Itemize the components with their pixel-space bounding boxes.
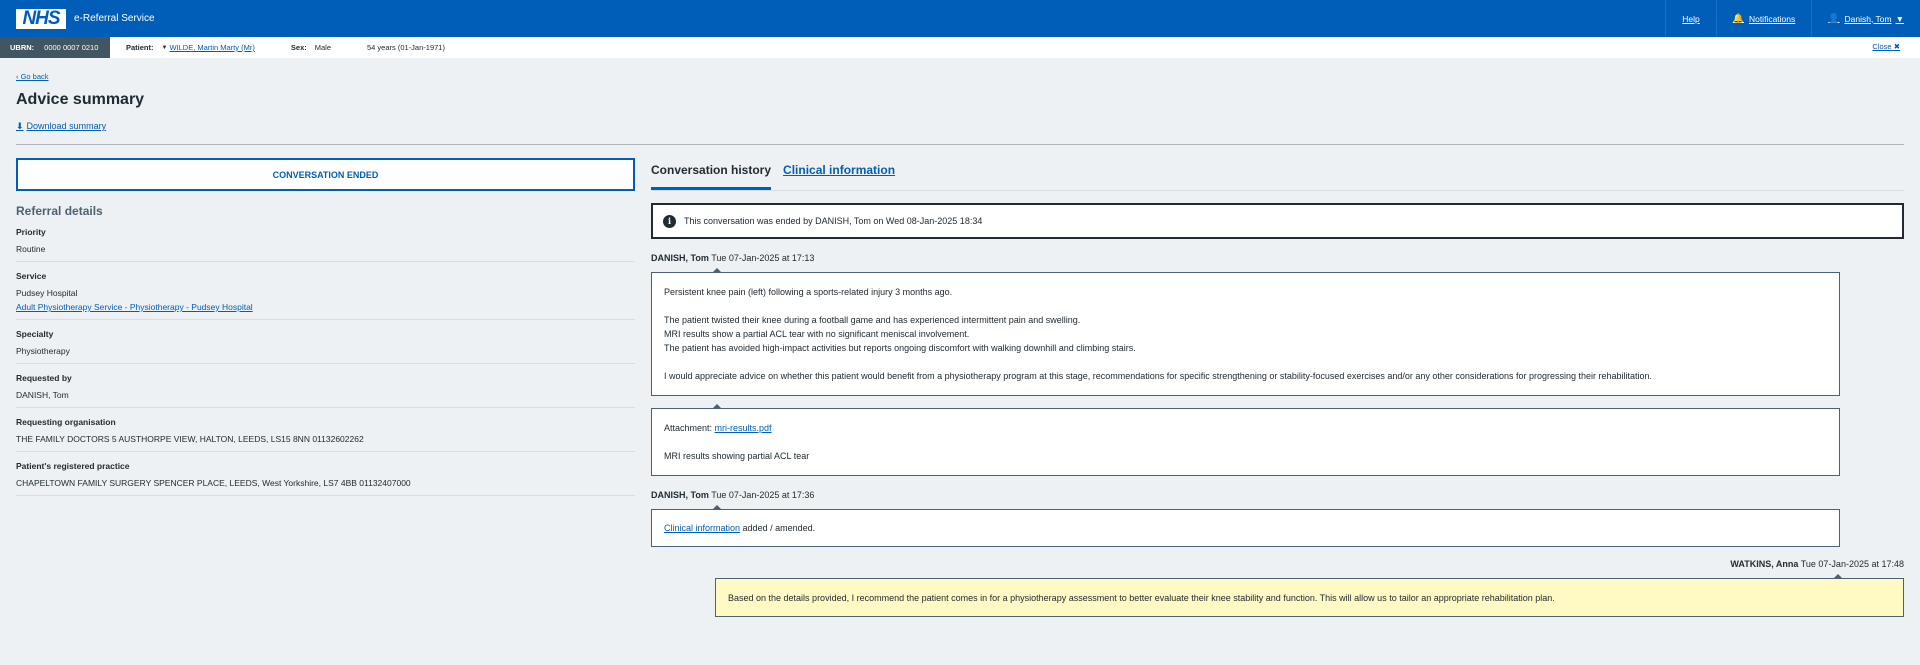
- requesting-org-row: [16, 408, 635, 452]
- service-link[interactable]: Adult Physiotherapy Service - Physiotherapy - Pudsey Hospital: [16, 302, 253, 312]
- service-org: Pudsey Hospital: [16, 288, 78, 298]
- conversation-status: CONVERSATION ENDED: [16, 158, 635, 191]
- message-text: Persistent knee pain (left) following a sports-related injury 3 months ago.: [664, 287, 953, 297]
- top-header: [0, 0, 1920, 37]
- practice-value: CHAPELTOWN FAMILY SURGERY SPENCER PLACE, LEEDS, West Yorkshire, LS7 4BB 01132407000: [16, 478, 411, 488]
- close-label: Close: [1872, 42, 1892, 51]
- reply-meta: [651, 559, 1904, 569]
- caret-down-icon: ▼: [1895, 13, 1904, 24]
- message-bubble: [651, 272, 1840, 396]
- top-nav: [1665, 0, 1920, 37]
- attachment-label: Attachment:: [664, 423, 713, 433]
- attachment-link[interactable]: mri-results.pdf: [714, 423, 772, 433]
- close-icon: ✖: [1893, 42, 1900, 51]
- specialty-value: Physiotherapy: [16, 346, 70, 356]
- user-icon: 👤: [1828, 13, 1840, 23]
- patient-label: Patient:: [126, 43, 154, 52]
- go-back-link[interactable]: [16, 72, 1904, 81]
- caret-icon: ▼: [161, 44, 168, 51]
- download-summary-link[interactable]: [16, 121, 1904, 132]
- requested-by-row: [16, 364, 635, 408]
- ubrn: [0, 37, 110, 58]
- close-link[interactable]: [1872, 42, 1900, 51]
- requesting-org-value: THE FAMILY DOCTORS 5 AUSTHORPE VIEW, HALTON, LEEDS, LS15 8NN 01132602262: [16, 434, 364, 444]
- priority-label: Priority: [16, 227, 46, 237]
- practice-label: Patient's registered practice: [16, 461, 130, 471]
- reply-author: WATKINS, Anna: [1730, 559, 1799, 569]
- patient-name-link[interactable]: WILDE, Martin Marty (Mr): [169, 43, 255, 52]
- specialty-row: [16, 320, 635, 364]
- message-text: I would appreciate advice on whether this patient would benefit from a physiotherapy program at this stage, recommendations for specific strengthening or stability-focused exercises and/or any other considerations for progressing their rehabilitation.: [664, 371, 1653, 381]
- attachment-description: MRI results showing partial ACL tear: [664, 451, 810, 461]
- message-author: DANISH, Tom: [651, 253, 709, 263]
- patient-banner: [0, 37, 1920, 58]
- message-bubble: [651, 509, 1840, 547]
- reply-time: Tue 07-Jan-2025 at 17:48: [1800, 559, 1904, 569]
- tab-conversation-history[interactable]: Conversation history: [651, 158, 771, 190]
- user-name: Danish, Tom: [1844, 13, 1892, 24]
- reply-bubble: [715, 578, 1904, 617]
- notifications-link[interactable]: [1716, 0, 1812, 37]
- tab-clinical-information[interactable]: Clinical information: [783, 163, 896, 177]
- clinical-information-link[interactable]: Clinical information: [664, 523, 741, 533]
- priority-row: [16, 218, 635, 262]
- chevron-left-icon: ‹: [16, 72, 21, 81]
- service-row: [16, 262, 635, 320]
- attachment-bubble: [651, 408, 1840, 476]
- requesting-org-label: Requesting organisation: [16, 417, 116, 427]
- tab-bar: [651, 158, 1904, 191]
- practice-row: [16, 452, 635, 496]
- go-back-label: Go back: [20, 72, 49, 81]
- help-link[interactable]: [1665, 0, 1715, 37]
- notifications-label: Notifications: [1748, 13, 1796, 24]
- requested-by-label: Requested by: [16, 373, 72, 383]
- message-meta: [651, 490, 1904, 500]
- download-label: Download summary: [26, 121, 107, 131]
- referral-heading: Referral details: [16, 204, 103, 218]
- message-text: MRI results show a partial ACL tear with no significant meniscal involvement.: [664, 329, 970, 339]
- download-icon: ⬇: [16, 121, 24, 131]
- message-author: DANISH, Tom: [651, 490, 709, 500]
- message-text: added / amended.: [742, 523, 816, 533]
- reply-text: Based on the details provided, I recommend the patient comes in for a physiotherapy assessment to better evaluate their knee stability and function. This will allow us to tailor an appropriate rehabilitation plan.: [728, 593, 1555, 603]
- requested-by-value: DANISH, Tom: [16, 390, 69, 400]
- sex-value: Male: [314, 43, 331, 52]
- message-time: Tue 07-Jan-2025 at 17:13: [711, 253, 815, 263]
- service-label: Service: [16, 271, 47, 281]
- service-name: e-Referral Service: [74, 13, 155, 24]
- user-menu[interactable]: [1811, 0, 1920, 37]
- help-label: Help: [1682, 13, 1700, 24]
- ubrn-value: 0000 0007 0210: [44, 43, 99, 52]
- info-icon: i: [663, 215, 676, 228]
- message-meta: [651, 253, 1904, 263]
- bell-icon: 🔔: [1732, 13, 1744, 23]
- specialty-label: Specialty: [16, 329, 54, 339]
- nhs-logo: NHS: [16, 9, 66, 29]
- referral-panel: [16, 158, 635, 617]
- divider: [16, 144, 1904, 145]
- message-text: The patient has avoided high-impact activities but reports ongoing discomfort with walking downhill and climbing stairs.: [664, 343, 1136, 353]
- page-title: Advice summary: [16, 91, 145, 108]
- message-text: The patient twisted their knee during a football game and has experienced intermittent pain and swelling.: [664, 315, 1081, 325]
- sex-label: Sex:: [290, 43, 307, 52]
- message-time: Tue 07-Jan-2025 at 17:36: [711, 490, 815, 500]
- ended-notice-text: This conversation was ended by DANISH, Tom on Wed 08-Jan-2025 18:34: [684, 216, 983, 226]
- ended-notice: [651, 203, 1904, 239]
- conversation-panel: [651, 158, 1904, 617]
- priority-value: Routine: [16, 244, 46, 254]
- age-value: 54 years (01-Jan-1971): [367, 43, 445, 52]
- ubrn-label: UBRN:: [10, 43, 35, 52]
